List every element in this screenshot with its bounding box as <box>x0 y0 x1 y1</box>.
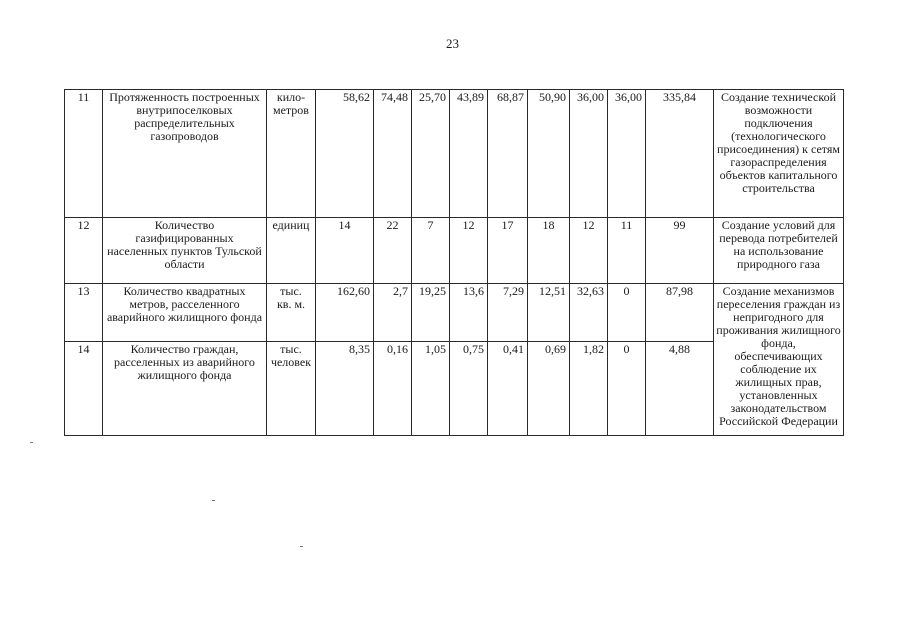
value-cell: 74,48 <box>374 90 412 218</box>
scan-artifact <box>30 442 33 443</box>
unit-cell <box>267 284 316 342</box>
value-cell: 0,69 <box>528 342 570 436</box>
value-cell: 7 <box>412 218 450 284</box>
row-number: 12 <box>65 218 103 284</box>
purpose-cell: Создание механизмов переселения граждан из непригодного для проживания жилищного фонда, обеспечивающих соблюдение их жилищных прав, установленных законодательством Российской Федерации <box>714 284 844 436</box>
value-cell: 50,90 <box>528 90 570 218</box>
indicator-name: Протяженность построенных внутрипоселковых распределительных газопроводов <box>103 90 267 218</box>
unit-text: кило- метров <box>273 90 309 117</box>
row-number: 14 <box>65 342 103 436</box>
value-cell: 43,89 <box>450 90 488 218</box>
value-cell: 0,16 <box>374 342 412 436</box>
scan-artifact <box>300 546 303 547</box>
purpose-cell: Создание условий для перевода потребителей на использование природного газа <box>714 218 844 284</box>
table-row <box>65 284 844 342</box>
unit-text: тыс. человек <box>270 342 312 369</box>
unit-cell <box>267 342 316 436</box>
value-cell: 12 <box>450 218 488 284</box>
value-cell: 162,60 <box>316 284 374 342</box>
value-cell: 32,63 <box>570 284 608 342</box>
value-cell: 58,62 <box>316 90 374 218</box>
indicators-table <box>64 89 844 436</box>
value-cell: 19,25 <box>412 284 450 342</box>
unit-text: единиц <box>272 218 310 232</box>
value-cell: 8,35 <box>316 342 374 436</box>
total-cell: 87,98 <box>646 284 714 342</box>
indicator-name: Количество газифицированных населенных пунктов Тульской области <box>103 218 267 284</box>
total-cell: 4,88 <box>646 342 714 436</box>
unit-text: тыс. кв. м. <box>276 284 306 311</box>
row-number: 11 <box>65 90 103 218</box>
value-cell: 1,82 <box>570 342 608 436</box>
value-cell: 18 <box>528 218 570 284</box>
value-cell: 12 <box>570 218 608 284</box>
value-cell: 0 <box>608 342 646 436</box>
value-cell: 0 <box>608 284 646 342</box>
value-cell: 12,51 <box>528 284 570 342</box>
value-cell: 36,00 <box>570 90 608 218</box>
value-cell: 14 <box>316 218 374 284</box>
value-cell: 7,29 <box>488 284 528 342</box>
unit-cell <box>267 218 316 284</box>
value-cell: 0,75 <box>450 342 488 436</box>
value-cell: 36,00 <box>608 90 646 218</box>
table-row <box>65 90 844 218</box>
value-cell: 13,6 <box>450 284 488 342</box>
row-number: 13 <box>65 284 103 342</box>
table-row <box>65 218 844 284</box>
value-cell: 1,05 <box>412 342 450 436</box>
value-cell: 17 <box>488 218 528 284</box>
page-number: 23 <box>446 36 459 51</box>
scan-artifact <box>212 500 215 501</box>
purpose-cell: Создание технической возможности подключения (технологического присоединения) к сетям газораспределения объектов капитального строительства <box>714 90 844 218</box>
value-cell: 0,41 <box>488 342 528 436</box>
value-cell: 11 <box>608 218 646 284</box>
value-cell: 2,7 <box>374 284 412 342</box>
total-cell: 99 <box>646 218 714 284</box>
total-cell: 335,84 <box>646 90 714 218</box>
value-cell: 68,87 <box>488 90 528 218</box>
indicator-name: Количество квадратных метров, расселенного аварийного жилищного фонда <box>103 284 267 342</box>
indicator-name: Количество граждан, расселенных из аварийного жилищного фонда <box>103 342 267 436</box>
value-cell: 25,70 <box>412 90 450 218</box>
unit-cell <box>267 90 316 218</box>
value-cell: 22 <box>374 218 412 284</box>
